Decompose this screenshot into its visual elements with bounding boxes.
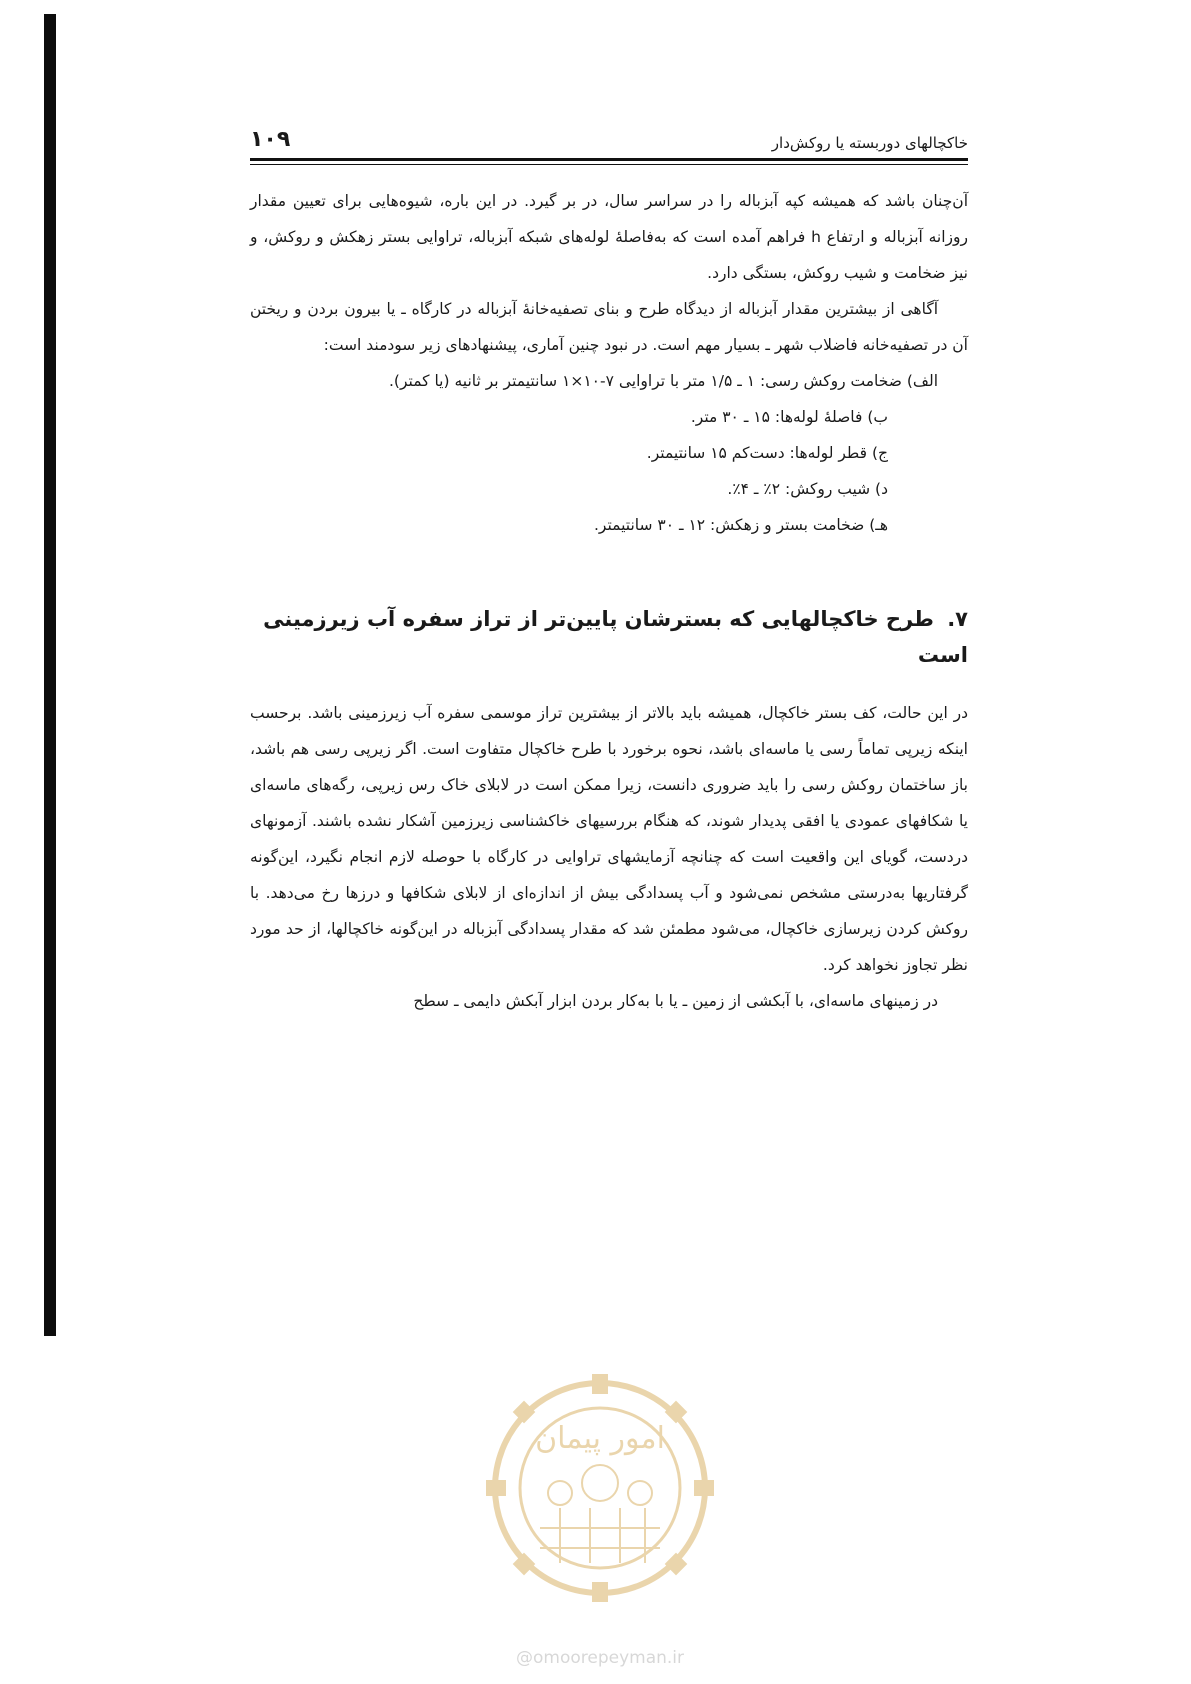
- section-paragraph-continued: در زمینهای ماسه‌ای، با آبکشی از زمین ـ یا با به‌کار بردن ابزار آبکش دایمی ـ سطح: [413, 992, 938, 1010]
- section-paragraph: در این حالت، کف بستر خاکچال، همیشه باید بالاتر از بیشترین تراز موسمی سفره آب زیرزمینی باشد. برحسب اینکه زیرپی تماماً رسی یا ماسه‌ای باشد، نحوه برخورد با طرح خاکچال متفاوت است. اگر زیرپی رسی هم باشد، باز ساختمان روکش رسی را باید ضروری دانست، زیرا ممکن است در لابلای خاک رس زیرپی، رگه‌های ماسه‌ای یا شکافهای عمودی یا افقی پدیدار شوند، که هنگام بررسیهای خاکشناسی زیرزمین آشکار نشده باشند. آزمونهای دردست، گویای این واقعیت است که چنانچه آزمایشهای تراوایی در کارگاه با حوصله لازم انجام نگیرد، این‌گونه گرفتاریها به‌درستی مشخص نمی‌شود و آب پسدادگی بیش از اندازه‌ای از لابلای شکافها و درزها رخ می‌دهد. با روکش کردن زیرسازی خاکچال، می‌شود مطمئن شد که مقدار پسدادگی آبزباله در این‌گونه خاکچالها، از حد مورد نظر تجاوز نخواهد کرد.: [250, 704, 968, 974]
- recommendation-item: ج) قطر لوله‌ها: دست‌کم ۱۵ سانتیمتر.: [646, 444, 888, 462]
- header-rule-thick: [250, 158, 968, 161]
- running-title: خاکچالهای دوربسته یا روکش‌دار: [771, 134, 968, 152]
- recommendation-item: هـ) ضخامت بستر و زهکش: ۱۲ ـ ۳۰ سانتیمتر.: [593, 516, 888, 534]
- recommendation-item: الف) ضخامت روکش رسی: ۱ ـ ۱/۵ متر با تراوایی ۷-۱۰×۱ سانتیمتر بر ثانیه (یا کمتر).: [388, 372, 938, 390]
- scan-edge-bar: [44, 14, 56, 1336]
- section-number: ۷.: [947, 607, 968, 631]
- page-number: ۱۰۹: [250, 127, 291, 152]
- section-heading: [250, 601, 968, 673]
- paragraph-leachate-info: آگاهی از بیشترین مقدار آبزباله از دیدگاه طرح و بنای تصفیه‌خانهٔ آبزباله در کارگاه ـ یا بیرون بردن و ریختن آن در تصفیه‌خانه فاضلاب شهر ـ بسیار مهم است. در نبود چنین آماری، پیشنهادهای زیر سودمند است:: [250, 300, 968, 354]
- body-text: [250, 183, 968, 1019]
- section-title: طرح خاکچالهایی که بسترشان پایین‌تر از تراز سفره آب زیرزمینی است: [263, 607, 968, 667]
- watermark-site: @omoorepeyman.ir: [515, 1648, 685, 1668]
- gear-seal-icon: [480, 1348, 720, 1648]
- watermark-logo-text: امور پیمان: [535, 1421, 665, 1456]
- recommendation-item: د) شیب روکش: ۲٪ ـ ۴٪.: [727, 480, 888, 498]
- watermark-logo: [480, 1348, 720, 1668]
- paragraph-continued: آن‌چنان باشد که همیشه کپه آبزباله را در سراسر سال، در بر گیرد. در این باره، شیوه‌هایی برای تعیین مقدار روزانه آبزباله و ارتفاع h فراهم آمده است که به‌فاصلهٔ لوله‌های شبکه آبزباله، تراوایی بستر زهکش و روکش، و نیز ضخامت و شیب روکش، بستگی دارد.: [250, 192, 968, 282]
- book-page: [250, 120, 968, 1019]
- header-rule-thin: [250, 164, 968, 165]
- recommendations-list: [250, 363, 968, 543]
- running-header: [250, 120, 968, 158]
- recommendation-item: ب) فاصلهٔ لوله‌ها: ۱۵ ـ ۳۰ متر.: [690, 408, 888, 426]
